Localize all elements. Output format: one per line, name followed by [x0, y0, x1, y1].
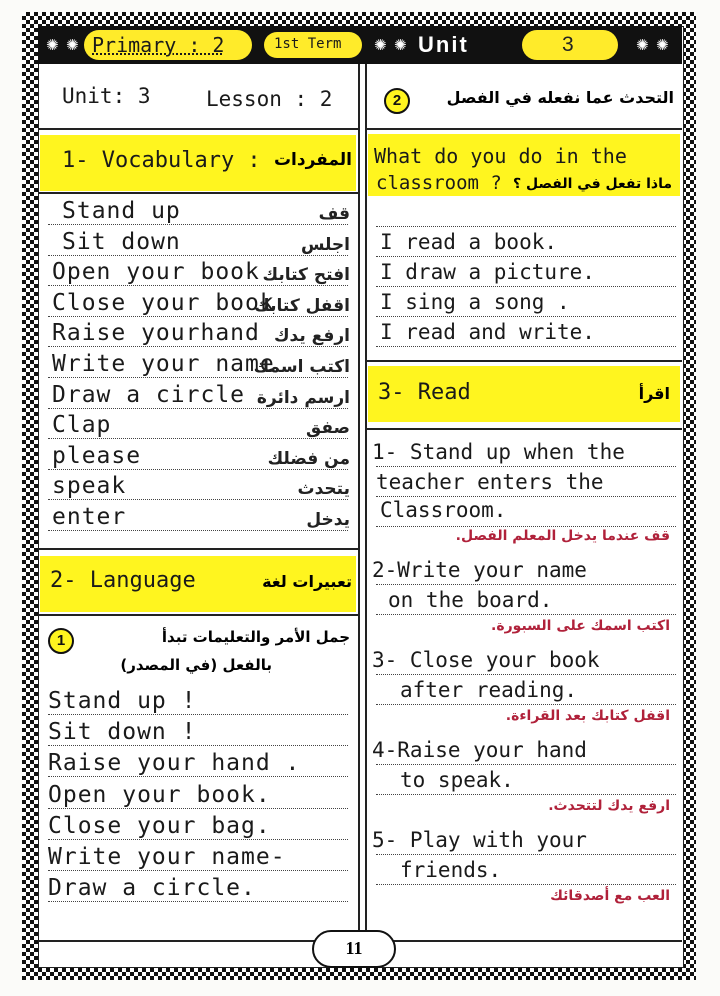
vocab-word: Draw a circle: [52, 381, 246, 408]
language-sentence: Sit down !: [48, 719, 197, 746]
section-divider: [38, 548, 358, 550]
ruled-line: [376, 466, 676, 467]
vocab-word-ar: اقفل كتابك: [254, 295, 350, 316]
answer-sentence: I draw a picture.: [380, 260, 595, 284]
ruled-line: [48, 408, 348, 409]
read-heading-ar: اقرأ: [638, 384, 670, 403]
unit-number-badge: [522, 30, 618, 60]
grade-text: Primary : 2: [92, 33, 225, 57]
reading-sentence-line2: friends.: [400, 858, 502, 882]
column-divider: [365, 64, 367, 940]
ruled-line: [376, 794, 676, 795]
reading-sentence-line2: teacher enters the: [376, 470, 604, 494]
unit-number: 3: [562, 33, 574, 56]
term-text: 1st Term: [274, 36, 342, 52]
section-divider: [38, 128, 358, 130]
ruled-line: [376, 674, 676, 675]
talk-heading-ar: التحدث عما نفعله في الفصل: [446, 88, 674, 107]
question-ar: ماذا تفعل في الفصل ؟: [512, 176, 672, 192]
unit-title: Unit: 3: [62, 84, 151, 108]
vocab-word: Sit down: [62, 228, 181, 255]
reading-sentence-line2: after reading.: [400, 678, 578, 702]
ruled-line: [48, 776, 348, 777]
vocab-word: please: [52, 442, 142, 469]
ruled-line: [376, 496, 676, 497]
language-note-ar: جمل الأمر والتعليمات تبدأ: [161, 628, 350, 646]
language-note-ar: بالفعل (في المصدر): [120, 656, 272, 674]
number-circle: 2: [384, 88, 410, 114]
language-sentence: Open your book.: [48, 781, 271, 808]
language-heading-ar: تعبيرات لغة: [262, 572, 352, 591]
vocab-word-ar: اجلس: [300, 234, 350, 255]
flower-ornament-icon: ✺: [46, 36, 59, 54]
vocab-word-ar: يتحدث: [297, 479, 350, 500]
vocab-word-ar: اكتب اسمك: [253, 357, 350, 377]
reading-sentence: 4-Raise your hand: [372, 738, 587, 762]
vocab-word-ar: من فضلك: [267, 448, 350, 469]
question-text-line2: classroom ?: [376, 172, 502, 194]
flower-ornament-icon: ✺: [636, 36, 649, 54]
vocab-word: Open your book: [52, 259, 260, 286]
vocab-word: Raise yourhand: [52, 320, 260, 347]
vocab-word-ar: يدخل: [306, 510, 350, 530]
ruled-line: [376, 316, 676, 317]
term-badge: [264, 32, 362, 58]
number-circle: 1: [48, 628, 74, 654]
ruled-line: [48, 377, 348, 378]
section-divider: [367, 428, 682, 430]
reading-translation-ar: العب مع أصدقائك: [550, 888, 670, 904]
ruled-line: [376, 346, 676, 347]
language-sentence: Write your name-: [48, 844, 286, 870]
vocab-word-ar: ارسم دائرة: [256, 387, 350, 408]
reading-sentence-line2: on the board.: [388, 588, 553, 612]
answer-sentence: I sing a song .: [380, 290, 570, 314]
ruled-line: [376, 884, 676, 885]
lesson-title: Lesson : 2: [206, 87, 333, 111]
vocabulary-heading-ar: المفردات: [273, 150, 352, 170]
ruled-line: [48, 714, 348, 715]
ruled-line: [48, 745, 348, 746]
ruled-line: [376, 704, 676, 705]
ruled-line: [48, 438, 348, 439]
ruled-line: [48, 499, 348, 500]
page-number-oval: [312, 930, 396, 968]
ruled-line: [48, 316, 348, 317]
vocab-word: enter: [52, 504, 127, 530]
vocabulary-heading: 1- Vocabulary :: [62, 148, 261, 173]
language-sentence: Stand up !: [48, 688, 197, 714]
page-number: 11: [345, 938, 363, 958]
reading-sentence-line3: Classroom.: [380, 498, 507, 522]
reading-translation-ar: ارفع يدك لتتحدث.: [548, 798, 670, 814]
ruled-line: [48, 870, 348, 871]
flower-ornament-icon: ✺: [66, 36, 79, 54]
ruled-line: [48, 839, 348, 840]
language-sentence: Draw a circle.: [48, 875, 256, 902]
reading-sentence: 1- Stand up when the: [372, 440, 625, 464]
vocab-word: speak: [52, 473, 127, 500]
ruled-line: [376, 286, 676, 287]
language-heading: 2- Language: [50, 568, 196, 593]
reading-sentence: 3- Close your book: [372, 648, 600, 672]
vocab-word: Clap: [52, 412, 112, 439]
ruled-line: [48, 469, 348, 470]
ruled-line: [48, 285, 348, 286]
ruled-line: [48, 901, 348, 902]
flower-ornament-icon: ✺: [394, 36, 407, 54]
section-divider: [38, 192, 358, 194]
ruled-line: [376, 526, 676, 527]
ruled-line: [376, 764, 676, 765]
ruled-line: [48, 530, 348, 531]
vocab-word: Close your book: [52, 289, 275, 316]
ruled-line: [48, 224, 348, 225]
ruled-line: [376, 226, 676, 227]
unit-label: Unit: [418, 32, 469, 57]
ruled-line: [376, 584, 676, 585]
reading-translation-ar: اقفل كتابك بعد القراءة.: [505, 708, 670, 724]
language-sentence: Close your bag.: [48, 812, 271, 839]
vocab-word: Stand up: [62, 198, 181, 224]
vocab-word-ar: قف: [318, 204, 350, 224]
answer-sentence: I read and write.: [380, 320, 595, 344]
column-divider: [358, 64, 360, 940]
read-heading: 3- Read: [378, 380, 471, 405]
reading-sentence: 2-Write your name: [372, 558, 587, 582]
language-sentence: Raise your hand .: [48, 750, 301, 777]
ruled-line: [376, 854, 676, 855]
flower-ornament-icon: ✺: [656, 36, 669, 54]
answer-sentence: I read a book.: [380, 230, 558, 254]
section-divider: [367, 128, 682, 130]
vocab-word-ar: ارفع يدك: [273, 326, 350, 347]
ruled-line: [48, 255, 348, 256]
vocab-word-ar: افتح كتابك: [262, 265, 350, 286]
grade-badge: [84, 30, 252, 60]
flower-ornament-icon: ✺: [374, 36, 387, 54]
vocab-word: Write your name: [52, 351, 275, 377]
reading-translation-ar: اكتب اسمك على السبورة.: [491, 618, 670, 634]
reading-sentence: 5- Play with your: [372, 828, 587, 852]
ruled-line: [48, 808, 348, 809]
ruled-line: [48, 346, 348, 347]
section-divider: [367, 360, 682, 362]
question-text: What do you do in the: [374, 144, 627, 168]
vocab-word-ar: صفق: [306, 418, 350, 439]
reading-translation-ar: قف عندما يدخل المعلم الفصل.: [455, 528, 670, 544]
section-divider: [38, 614, 358, 616]
reading-sentence-line2: to speak.: [400, 768, 514, 792]
ruled-line: [376, 256, 676, 257]
ruled-line: [376, 614, 676, 615]
